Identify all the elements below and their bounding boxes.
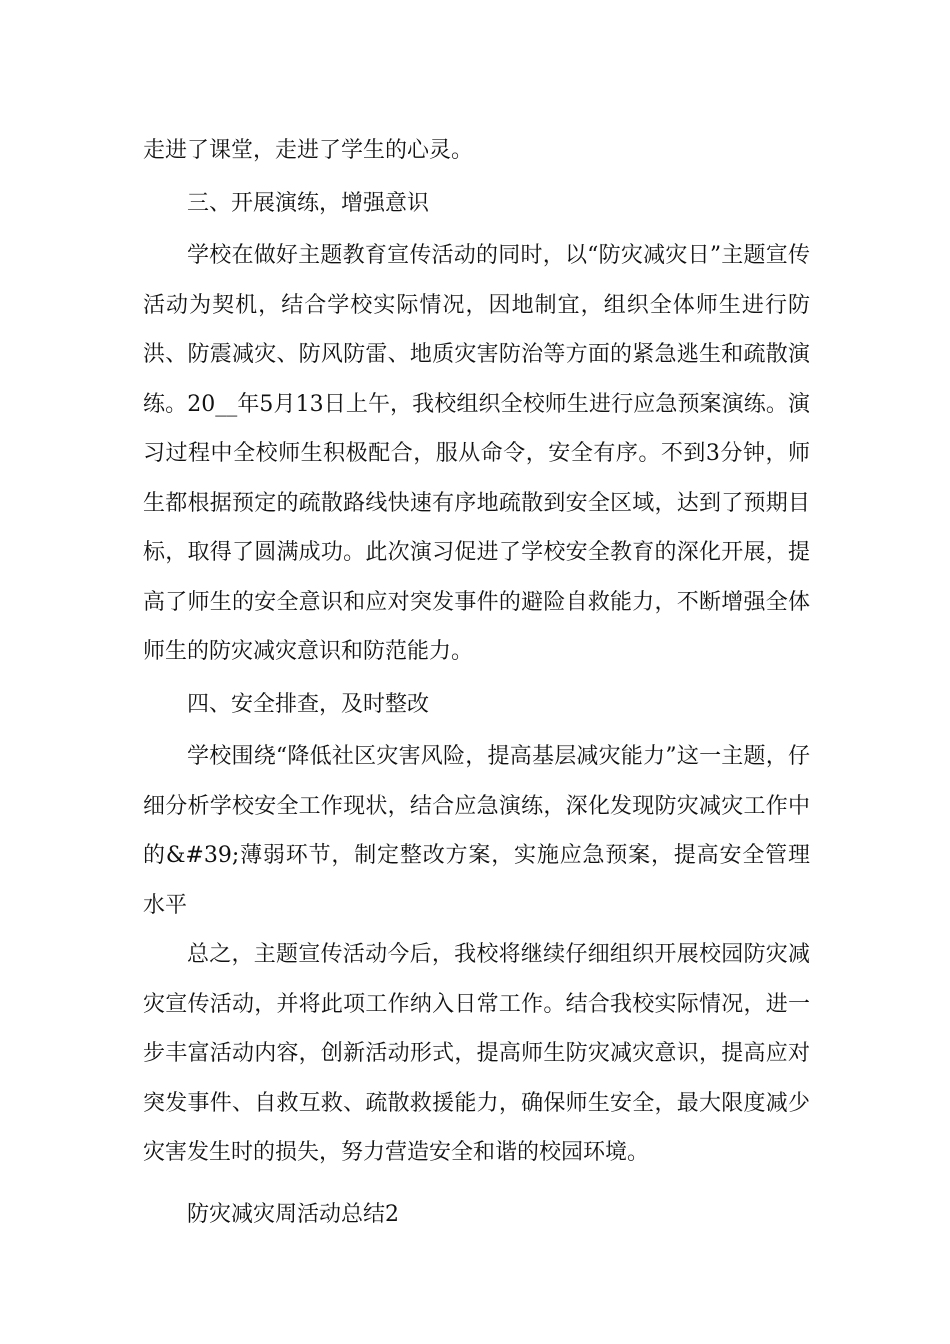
conclusion-paragraph: 总之，主题宣传活动今后，我校将继续仔细组织开展校园防灾减灾宣传活动，并将此项工作纳入日常工作。结合我校实际情况，进一步丰富活动内容，创新活动形式，提高师生防灾减灾意识，提高应对突发事件、自救互救、疏散救援能力，确保师生安全，最大限度减少灾害发生时的损失，努力营造安全和谐的校园环境。 xyxy=(143,942,810,1165)
next-section-title: 防灾减灾周活动总结2 xyxy=(187,1201,399,1227)
section-3-heading: 三、开展演练，增强意识 xyxy=(187,190,430,216)
section-4-heading: 四、安全排查，及时整改 xyxy=(187,691,430,717)
section-4-paragraph: 学校围绕“降低社区灾害风险，提高基层减灾能力”这一主题，仔细分析学校安全工作现状，结合应急演练，深化发现防灾减灾工作中的&#39;薄弱环节，制定整改方案，实施应急预案，提高安全管理水平 xyxy=(143,744,810,918)
continuation-paragraph: 走进了课堂，走进了学生的心灵。 xyxy=(143,138,474,163)
section-3-paragraph: 学校在做好主题教育宣传活动的同时，以“防灾减灾日”主题宣传活动为契机，结合学校实际情况，因地制宜，组织全体师生进行防洪、防震减灾、防风防雷、地质灾害防治等方面的紧急逃生和疏散演练。20__年5月13日上午，我校组织全校师生进行应急预案演练。演习过程中全校师生积极配合，服从命令，安全有序。不到3分钟，师生都根据预定的疏散路线快速有序地疏散到安全区域，达到了预期目标，取得了圆满成功。此次演习促进了学校安全教育的深化开展，提高了师生的安全意识和应对突发事件的避险自救能力，不断增强全体师生的防灾减灾意识和防范能力。 xyxy=(143,243,810,664)
document-body xyxy=(143,126,810,1242)
